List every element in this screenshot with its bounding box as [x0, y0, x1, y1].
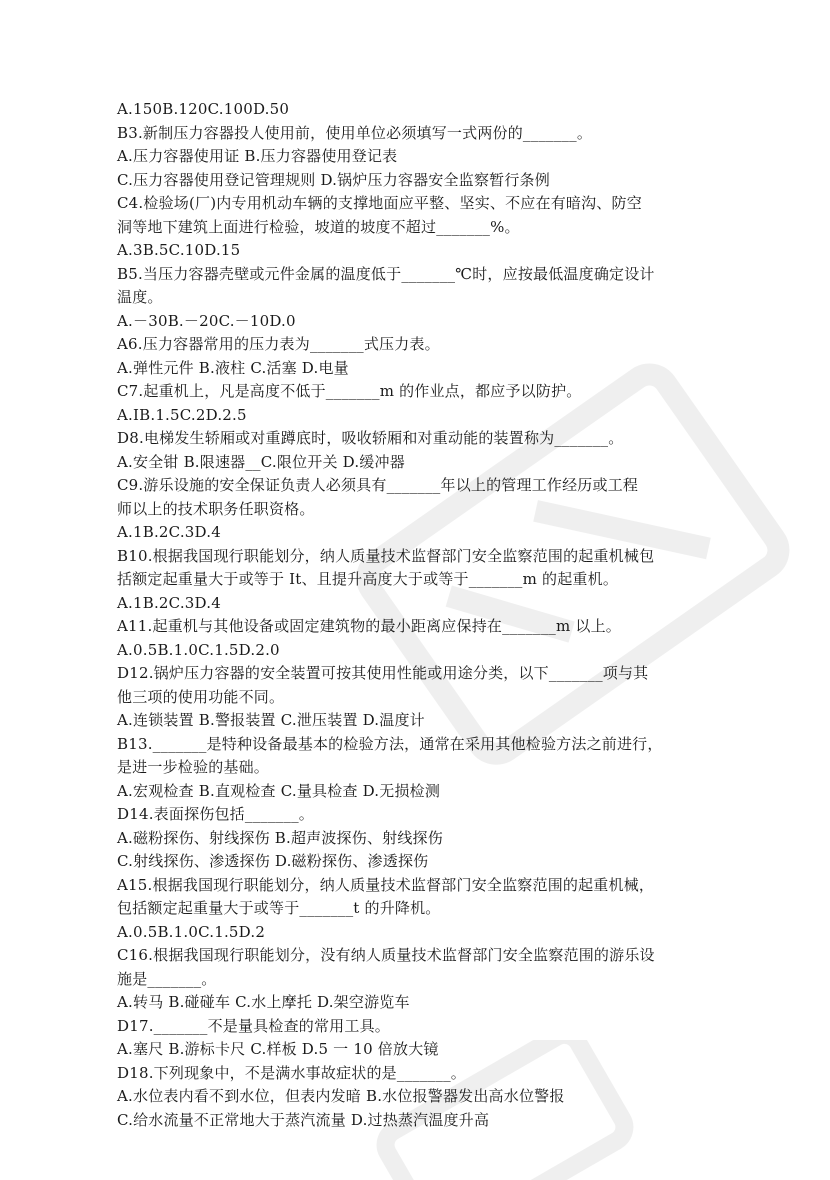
text-line: A.1B.2C.3D.4 — [117, 593, 221, 612]
text-line: D18.下列现象中，不是满水事故症状的是_______。 — [117, 1063, 466, 1082]
text-line: A11.起重机与其他设备或固定建筑物的最小距离应保持在_______m 以上。 — [117, 617, 621, 635]
text-line: 他三项的使用功能不同。 — [117, 687, 285, 706]
text-line: A.连锁装置 B.警报装置 C.泄压装置 D.温度计 — [117, 711, 425, 729]
text-line: A.压力容器使用证 B.压力容器使用登记表 — [117, 147, 398, 165]
text-line: A15.根据我国现行职能划分，纳人质量技术监督部门安全监察范围的起重机械， — [117, 875, 655, 894]
text-line: A.0.5B.1.0C.1.5D.2.0 — [117, 640, 280, 659]
text-line: 施是_______。 — [117, 969, 217, 988]
text-line: C9.游乐设施的安全保证负责人必须具有_______年以上的管理工作经历或工程 — [117, 476, 639, 494]
text-line: C16.根据我国现行职能划分，没有纳人质量技术监督部门安全监察范围的游乐设 — [117, 946, 655, 964]
text-line: C7.起重机上，凡是高度不低于_______m 的作业点，都应予以防护。 — [117, 382, 582, 400]
text-line: A.1B.2C.3D.4 — [117, 523, 221, 541]
text-line: C.给水流量不正常地大于蒸汽流量 D.过热蒸汽温度升高 — [117, 1110, 490, 1129]
text-line: A.0.5B.1.0C.1.5D.2 — [117, 922, 266, 941]
text-line: A.塞尺 B.游标卡尺 C.样板 D.5 一 10 倍放大镜 — [117, 1040, 439, 1058]
text-line: A6.压力容器常用的压力表为_______式压力表。 — [117, 335, 440, 353]
text-line: C.射线探伤、渗透探伤 D.磁粉探伤、渗透探伤 — [117, 852, 429, 870]
text-line: B13._______是特种设备最基本的检验方法，通常在采用其他检验方法之前进行， — [117, 734, 663, 753]
text-line: 温度。 — [117, 288, 163, 306]
text-line: A.－30B.－20C.－10D.0 — [117, 311, 296, 330]
text-line: A.水位表内看不到水位，但表内发暗 B.水位报警器发出高水位警报 — [117, 1087, 565, 1105]
text-line: 是进一步检验的基础。 — [117, 758, 270, 776]
text-line: A.磁粉探伤、射线探伤 B.超声波探伤、射线探伤 — [117, 828, 443, 847]
text-line: D17._______不是量具检查的常用工具。 — [117, 1016, 390, 1035]
text-line: 括额定起重量大于或等于 It、且提升高度大于或等于_______m 的起重机。 — [117, 570, 619, 588]
document-body — [117, 98, 717, 1132]
text-line: B10.根据我国现行职能划分，纳人质量技术监督部门安全监察范围的起重机械包 — [117, 546, 655, 565]
text-line: A.安全钳 B.限速器__C.限位开关 D.缓冲器 — [117, 452, 405, 471]
text-line: A.IB.1.5C.2D.2.5 — [117, 405, 247, 424]
text-line: B5.当压力容器壳壁或元件金属的温度低于_______℃时，应按最低温度确定设计 — [117, 264, 655, 283]
text-line: A.宏观检查 B.直观检查 C.量具检查 D.无损检测 — [117, 781, 441, 800]
text-line: C.压力容器使用登记管理规则 D.锅炉压力容器安全监察暂行条例 — [117, 170, 550, 189]
text-line: D12.锅炉压力容器的安全装置可按其使用性能或用途分类，以下_______项与其 — [117, 664, 649, 682]
text-line: A.转马 B.碰碰车 C.水上摩托 D.架空游览车 — [117, 993, 410, 1011]
text-line: D14.表面探伤包括_______。 — [117, 805, 314, 823]
text-line: 洞等地下建筑上面进行检验，坡道的坡度不超过_______%。 — [117, 217, 520, 236]
text-line: A.弹性元件 B.液柱 C.活塞 D.电量 — [117, 358, 349, 377]
text-line: C4.检验场(厂)内专用机动车辆的支撑地面应平整、坚实、不应在有暗沟、防空 — [117, 194, 642, 212]
text-line: 包括额定起重量大于或等于_______t 的升降机。 — [117, 899, 441, 917]
text-line: B3.新制压力容器投人使用前，使用单位必须填写一式两份的_______。 — [117, 123, 593, 142]
text-line: 师以上的技术职务任职资格。 — [117, 499, 315, 518]
text-line: D8.电梯发生轿厢或对重蹲底时，吸收轿厢和对重动能的装置称为_______。 — [117, 429, 624, 447]
text-line: A.150B.120C.100D.50 — [117, 100, 290, 118]
text-line: A.3B.5C.10D.15 — [117, 241, 241, 259]
